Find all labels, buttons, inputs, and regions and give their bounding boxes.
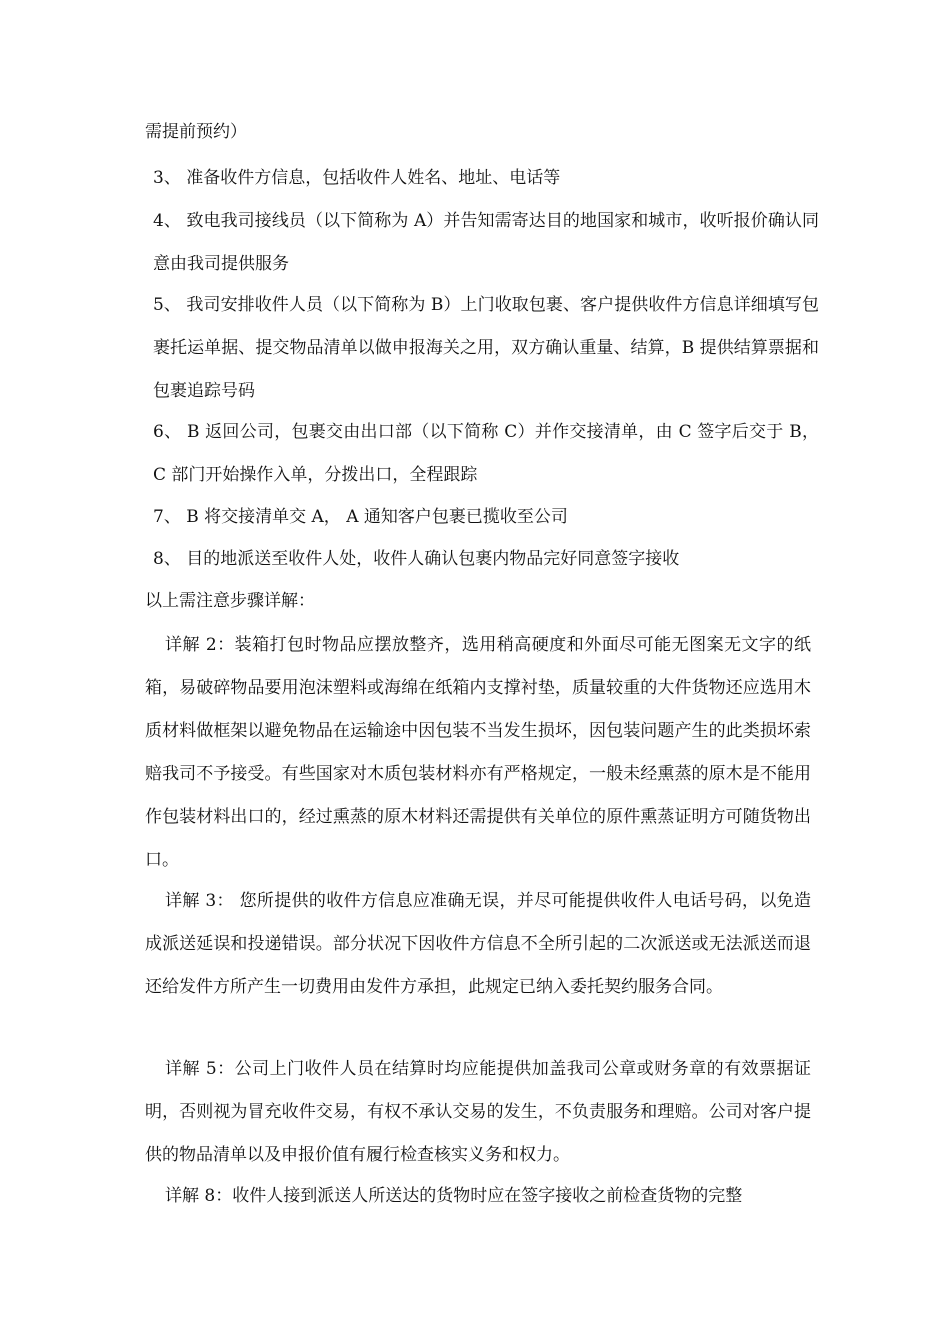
detail-8: 详解 8：收件人接到派送人所送达的货物时应在签字接收之前检查货物的完整 bbox=[165, 1186, 743, 1206]
step-6: 6、 B 返回公司，包裹交由出口部（以下简称 C）并作交接清单，由 C 签字后交于 B，C 部门开始操作入单，分拨出口，全程跟踪 bbox=[153, 422, 819, 485]
detail-2: 详解 2：装箱打包时物品应摆放整齐，选用稍高硬度和外面尽可能无图案无文字的纸箱，易破碎物品要用泡沫塑料或海绵在纸箱内支撑衬垫，质量较重的大件货物还应选用木质材料做框架以避免物品在运输途中因包装不当发生损坏，因包装问题产生的此类损坏索赔我司不予接受。有些国家对木质包装材料亦有严格规定，一般未经熏蒸的原木是不能用作包装材料出口的，经过熏蒸的原木材料还需提供有关单位的原件熏蒸证明方可随货物出口。 bbox=[145, 635, 811, 870]
step-7: 7、 B 将交接清单交 A， A 通知客户包裹已揽收至公司 bbox=[153, 507, 568, 527]
detail-5: 详解 5：公司上门收件人员在结算时均应能提供加盖我司公章或财务章的有效票据证明，否则视为冒充收件交易，有权不承认交易的发生，不负责服务和理赔。公司对客户提供的物品清单以及申报价值有履行检查核实义务和权力。 bbox=[145, 1059, 811, 1165]
step-4: 4、 致电我司接线员（以下简称为 A）并告知需寄达目的地国家和城市，收听报价确认同意由我司提供服务 bbox=[153, 211, 819, 274]
notes-heading: 以上需注意步骤详解： bbox=[145, 591, 315, 611]
detail-3: 详解 3： 您所提供的收件方信息应准确无误，并尽可能提供收件人电话号码，以免造成派送延误和投递错误。部分状况下因收件方信息不全所引起的二次派送或无法派送而退还给发件方所产生一切费用由发件方承担，此规定已纳入委托契约服务合同。 bbox=[145, 891, 811, 997]
step-3: 3、 准备收件方信息，包括收件人姓名、地址、电话等 bbox=[153, 168, 561, 188]
step-8: 8、 目的地派送至收件人处，收件人确认包裹内物品完好同意签字接收 bbox=[153, 549, 680, 569]
step-5: 5、 我司安排收件人员（以下简称为 B）上门收取包裹、客户提供收件方信息详细填写包裹托运单据、提交物品清单以做申报海关之用，双方确认重量、结算，B 提供结算票据和包裹追踪号码 bbox=[153, 295, 819, 401]
paragraph-fragment: 需提前预约） bbox=[145, 122, 247, 142]
